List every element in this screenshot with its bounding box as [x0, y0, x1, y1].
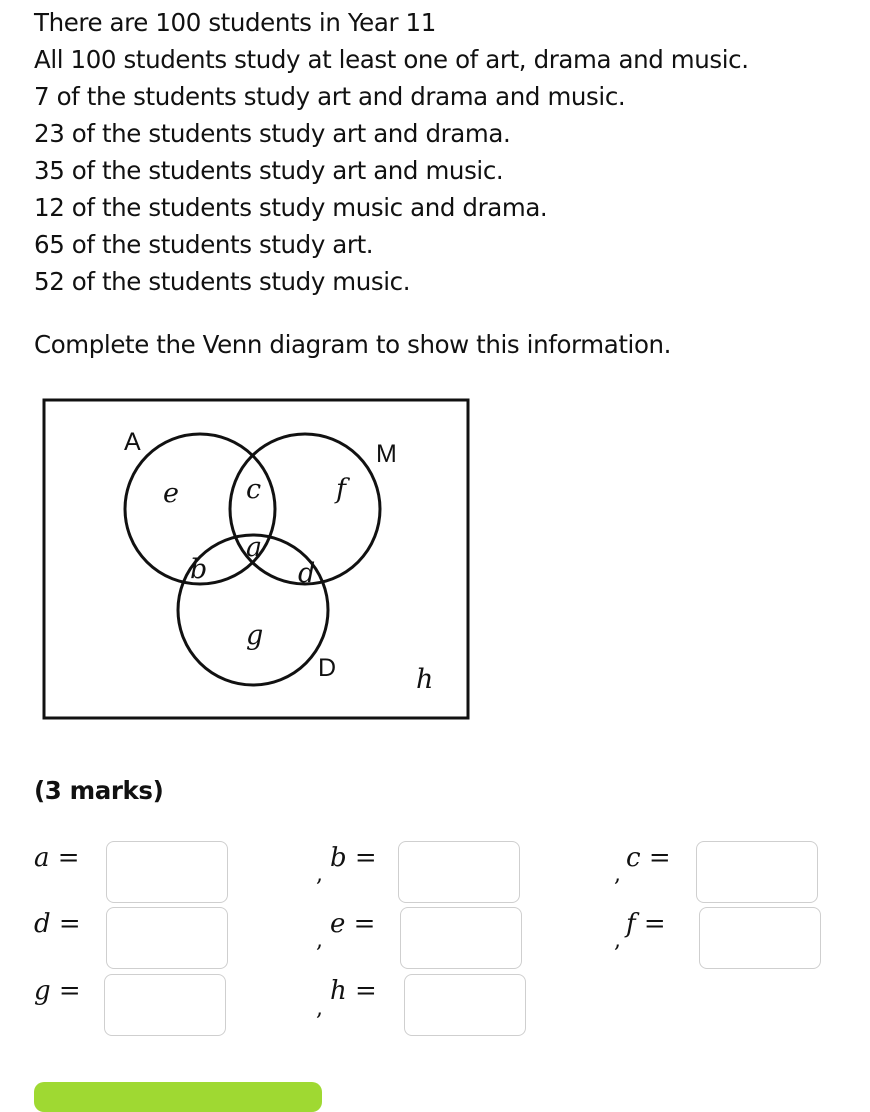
region-label-a: a — [246, 532, 263, 563]
answer-input-c[interactable] — [696, 841, 818, 903]
question-line: 23 of the students study art and drama. — [34, 119, 511, 148]
question-line: 52 of the students study music. — [34, 267, 411, 296]
question-line: 35 of the students study art and music. — [34, 156, 504, 185]
answer-input-f[interactable] — [699, 907, 821, 969]
answer-input-g[interactable] — [104, 974, 226, 1036]
question-line: 65 of the students study art. — [34, 230, 374, 259]
answer-label-g: g = — [34, 976, 81, 1006]
marks-label: (3 marks) — [34, 776, 164, 805]
answer-label-h: h = — [330, 976, 377, 1006]
submit-button[interactable] — [34, 1082, 322, 1112]
question-line: All 100 students study at least one of art, drama and music. — [34, 45, 749, 74]
question-text — [34, 4, 749, 300]
instruction-text: Complete the Venn diagram to show this information. — [34, 330, 672, 359]
venn-diagram — [42, 398, 470, 720]
separator-comma: , — [316, 862, 323, 887]
separator-comma: , — [614, 928, 621, 953]
answer-input-a[interactable] — [106, 841, 228, 903]
answer-label-a: a = — [34, 843, 80, 873]
question-line: 7 of the students study art and drama and music. — [34, 82, 626, 111]
answer-label-f: f = — [626, 909, 666, 939]
separator-comma: , — [316, 996, 323, 1021]
question-line: 12 of the students study music and drama. — [34, 193, 548, 222]
answer-label-d: d = — [34, 909, 81, 939]
question-line: There are 100 students in Year 11 — [34, 8, 436, 37]
answer-input-h[interactable] — [404, 974, 526, 1036]
set-label-art: A — [124, 428, 141, 456]
region-label-d: d — [298, 558, 316, 589]
set-label-drama: D — [318, 654, 337, 682]
separator-comma: , — [316, 928, 323, 953]
answer-label-e: e = — [330, 909, 376, 939]
answer-input-d[interactable] — [106, 907, 228, 969]
set-label-music: M — [376, 440, 397, 468]
answer-label-c: c = — [626, 843, 671, 873]
separator-comma: , — [614, 862, 621, 887]
region-label-e: e — [163, 478, 179, 509]
region-label-g: g — [246, 620, 264, 651]
region-label-c: c — [246, 474, 262, 505]
region-label-f: f — [336, 474, 346, 505]
answer-input-e[interactable] — [400, 907, 522, 969]
answer-label-b: b = — [330, 843, 377, 873]
region-label-b: b — [190, 554, 208, 585]
region-label-h: h — [416, 664, 434, 695]
answer-input-b[interactable] — [398, 841, 520, 903]
